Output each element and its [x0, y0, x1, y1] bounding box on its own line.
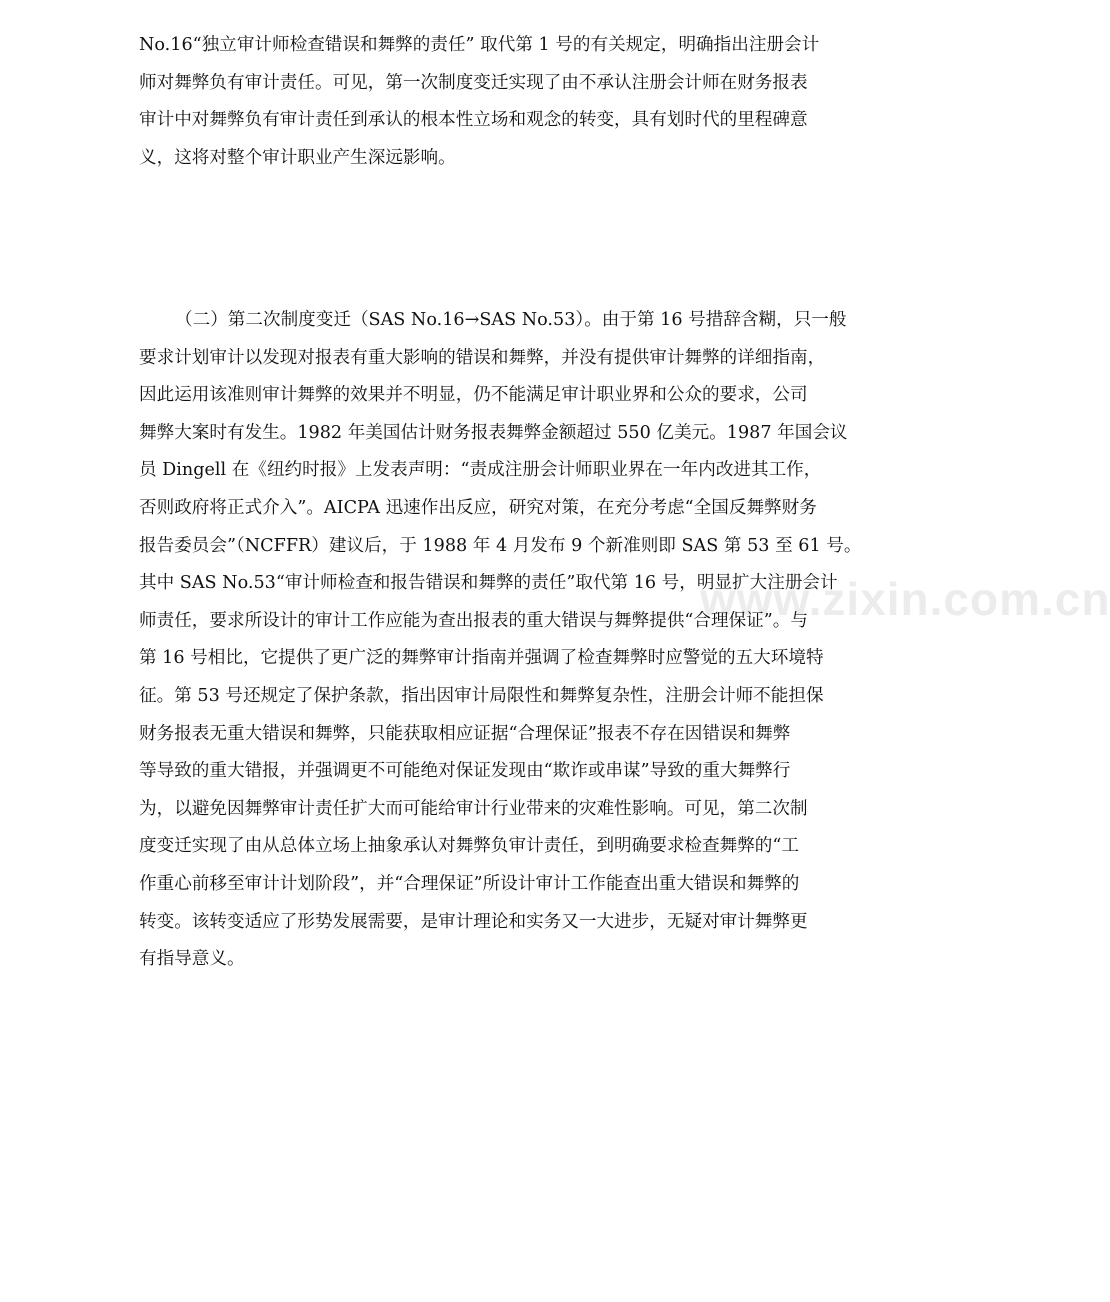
text-line: 其中 SAS No.53“审计师检查和报告错误和舞弊的责任”取代第 16 号，明显扩大注册会计 — [139, 573, 838, 594]
text-line: 度变迁实现了由从总体立场上抽象承认对舞弊负审计责任，到明确要求检查舞弊的“工 — [139, 836, 799, 857]
text-line: 否则政府将正式介入”。AICPA 迅速作出反应，研究对策，在充分考虑“全国反舞弊财务 — [139, 497, 817, 518]
text-line: 征。第 53 号还规定了保护条款，指出因审计局限性和舞弊复杂性，注册会计师不能担保 — [139, 685, 824, 706]
watermark: www.zixin.com.cn — [700, 573, 1110, 625]
text-line: 义，这将对整个审计职业产生深远影响。 — [139, 147, 456, 168]
text-line: 报告委员会”（NCFFR）建议后，于 1988 年 4 月发布 9 个新准则即 SAS 第 53 至 61 号。 — [139, 535, 862, 556]
text-line: 为，以避免因舞弊审计责任扩大而可能给审计行业带来的灾难性影响。可见，第二次制 — [139, 798, 808, 819]
text-line: 作重心前移至审计计划阶段”，并“合理保证”所设计审计工作能查出重大错误和舞弊的 — [139, 873, 800, 894]
text-line: （二）第二次制度变迁（SAS No.16→SAS No.53）。由于第 16 号措辞含糊，只一般 — [175, 310, 847, 330]
text-line: 因此运用该准则审计舞弊的效果并不明显，仍不能满足审计职业界和公众的要求，公司 — [139, 385, 808, 406]
text-line: 有指导意义。 — [139, 949, 245, 970]
text-line: 舞弊大案时有发生。1982 年美国估计财务报表舞弊金额超过 550 亿美元。1987 年国会议 — [139, 422, 848, 443]
text-line: 等导致的重大错报，并强调更不可能绝对保证发现由“欺诈或串谋”导致的重大舞弊行 — [139, 761, 791, 782]
text-line: 师责任，要求所设计的审计工作应能为查出报表的重大错误与舞弊提供“合理保证”。与 — [139, 610, 808, 631]
text-line: 要求计划审计以发现对报表有重大影响的错误和舞弊，并没有提供审计舞弊的详细指南， — [139, 347, 826, 368]
text-line: 审计中对舞弊负有审计责任到承认的根本性立场和观念的转变，具有划时代的里程碑意 — [139, 110, 808, 131]
text-line: 师对舞弊负有审计责任。可见，第一次制度变迁实现了由不承认注册会计师在财务报表 — [139, 72, 808, 93]
text-line: 员 Dingell 在《纽约时报》上发表声明：“责成注册会计师职业界在一年内改进其工作， — [139, 460, 822, 481]
text-line: 财务报表无重大错误和舞弊，只能获取相应证据“合理保证”报表不存在因错误和舞弊 — [139, 723, 791, 744]
text-line: 转变。该转变适应了形势发展需要，是审计理论和实务又一大进步，无疑对审计舞弊更 — [139, 911, 808, 932]
paragraph-2 — [139, 302, 862, 979]
text-line: 第 16 号相比，它提供了更广泛的舞弊审计指南并强调了检查舞弊时应警觉的五大环境特 — [139, 648, 824, 669]
text-line: No.16“独立审计师检查错误和舞弊的责任” 取代第 1 号的有关规定，明确指出注册会计 — [139, 35, 820, 55]
paragraph-1 — [139, 27, 859, 177]
